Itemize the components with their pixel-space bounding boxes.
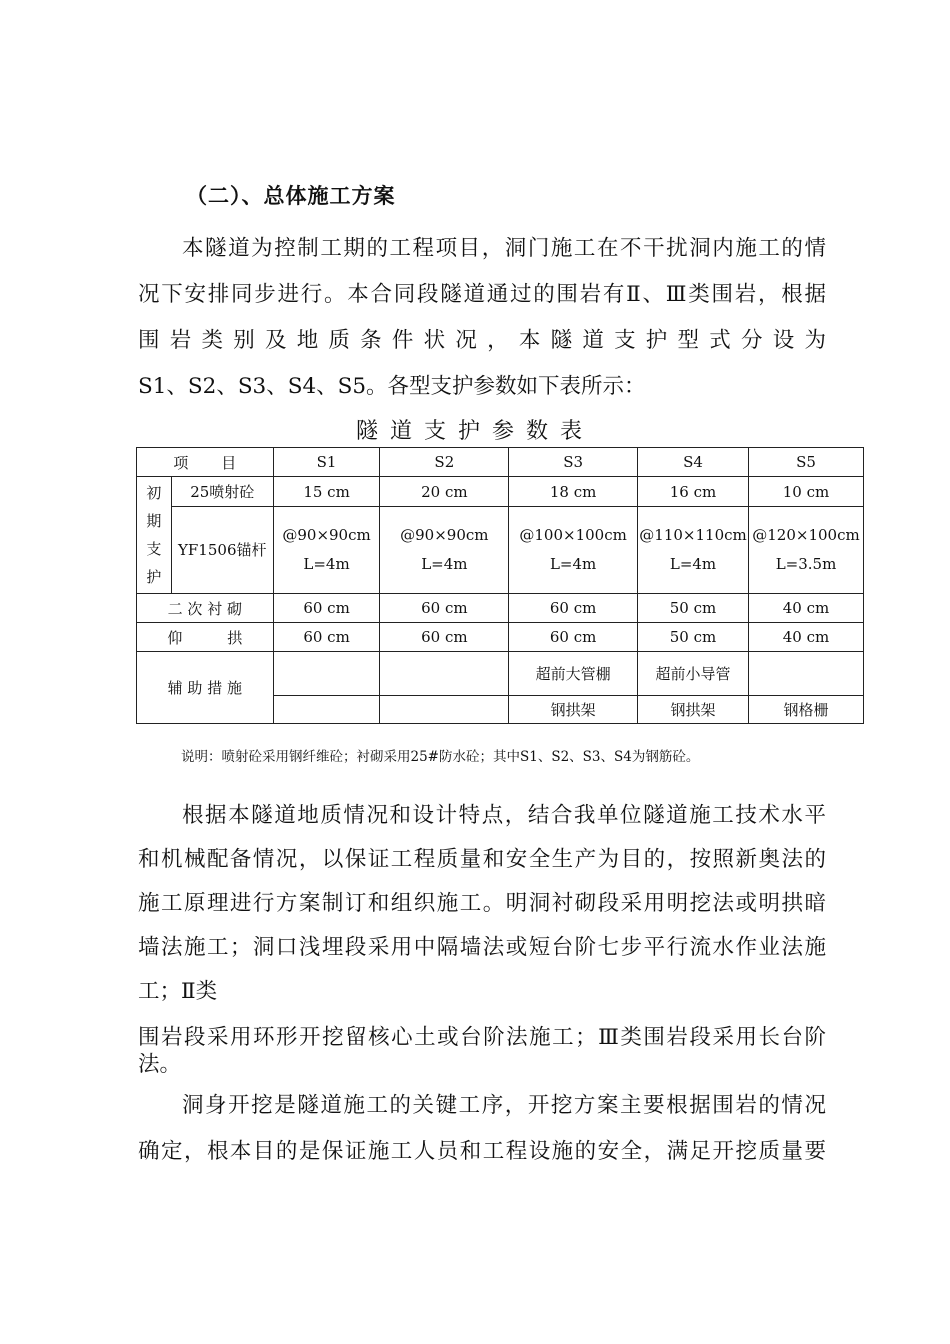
table-row-invert [137, 623, 864, 652]
paragraph-line: 施工原理进行方案制订和组织施工。明洞衬砌段采用明挖法或明拱暗 [138, 891, 826, 916]
table-cell: 60 cm [509, 594, 638, 623]
table-cell: 60 cm [273, 623, 380, 652]
row-label: YF1506锚杆 [171, 507, 273, 594]
header-cell: S2 [380, 448, 509, 477]
row-label: 二 次 衬 砌 [137, 594, 274, 623]
table-cell: 15 cm [273, 477, 380, 507]
table-cell: @90×90cm L=4m [380, 507, 509, 594]
table-row-secondary-lining [137, 594, 864, 623]
table-cell: 60 cm [380, 594, 509, 623]
paragraph-line: 墙法施工；洞口浅埋段采用中隔墙法或短台阶七步平行流水作业法施 [138, 935, 826, 960]
table-cell: 16 cm [638, 477, 749, 507]
rock-section-paragraph [138, 1024, 826, 1078]
table-cell: @100×100cm L=4m [509, 507, 638, 594]
table-cell: 超前大管棚 [509, 652, 638, 696]
table-cell: 40 cm [749, 594, 864, 623]
table-cell: 钢格栅 [749, 696, 864, 724]
header-cell: S3 [509, 448, 638, 477]
table-cell: 60 cm [273, 594, 380, 623]
paragraph-line: 和机械配备情况，以保证工程质量和安全生产为目的，按照新奥法的 [138, 847, 826, 872]
paragraph-line: 况下安排同步进行。本合同段隧道通过的围岩有Ⅱ、Ⅲ类围岩，根据 [138, 282, 826, 307]
table-cell [380, 652, 509, 696]
table-cell: 40 cm [749, 623, 864, 652]
row-label: 辅 助 措 施 [137, 652, 274, 724]
support-parameter-table [136, 447, 864, 724]
table-row-shotcrete [137, 477, 864, 507]
row-label: 仰 拱 [137, 623, 274, 652]
table-cell: 50 cm [638, 623, 749, 652]
table-cell: 60 cm [509, 623, 638, 652]
paragraph-line: S1、S2、S3、S4、S5。各型支护参数如下表所示： [138, 374, 646, 399]
paragraph-line: 确定，根本目的是保证施工人员和工程设施的安全，满足开挖质量要 [138, 1139, 826, 1164]
header-cell: S4 [638, 448, 749, 477]
paragraph-line: 根据本隧道地质情况和设计特点，结合我单位隧道施工技术水平 [182, 803, 826, 828]
table-cell: 18 cm [509, 477, 638, 507]
table-cell: 超前小导管 [638, 652, 749, 696]
table-cell: @110×110cm L=4m [638, 507, 749, 594]
table-cell: 50 cm [638, 594, 749, 623]
table-header-row [137, 448, 864, 477]
initial-support-label: 初 期 支 护 [137, 477, 172, 594]
table-title: 隧道支护参数表 [355, 419, 594, 444]
row-label: 25喷射砼 [171, 477, 273, 507]
table-cell [749, 652, 864, 696]
table-cell: 钢拱架 [638, 696, 749, 724]
table-row-auxiliary-1 [137, 652, 864, 696]
table-cell [273, 696, 380, 724]
excavation-paragraph [138, 1083, 826, 1175]
table-cell [273, 652, 380, 696]
paragraph-line: 本隧道为控制工期的工程项目，洞门施工在不干扰洞内施工的情 [182, 236, 826, 261]
table-cell: @120×100cm L=3.5m [749, 507, 864, 594]
method-paragraph [138, 794, 826, 1014]
paragraph-line: 法。 [138, 1052, 182, 1077]
table-cell: 60 cm [380, 623, 509, 652]
table-note: 说明：喷射砼采用钢纤维砼；衬砌采用25#防水砼；其中S1、S2、S3、S4为钢筋砼。 [181, 749, 700, 765]
intro-paragraph [138, 226, 826, 410]
table-cell: 20 cm [380, 477, 509, 507]
paragraph-line: 洞身开挖是隧道施工的关键工序，开挖方案主要根据围岩的情况 [182, 1093, 826, 1118]
paragraph-line: 工；Ⅱ类 [138, 979, 218, 1004]
header-item-cell: 项 目 [137, 448, 274, 477]
table-cell [380, 696, 509, 724]
paragraph-line: 围岩段采用环形开挖留核心土或台阶法施工；Ⅲ类围岩段采用长台阶 [138, 1025, 826, 1050]
header-cell: S5 [749, 448, 864, 477]
table-cell: 10 cm [749, 477, 864, 507]
table-cell: 钢拱架 [509, 696, 638, 724]
paragraph-line: 围 岩 类 别 及 地 质 条 件 状 况 ， 本 隧 道 支 护 型 式 分 设 为 [138, 328, 826, 353]
section-heading: （二）、总体施工方案 [186, 184, 396, 208]
table-row-anchor [137, 507, 864, 594]
table-cell: @90×90cm L=4m [273, 507, 380, 594]
header-cell: S1 [273, 448, 380, 477]
